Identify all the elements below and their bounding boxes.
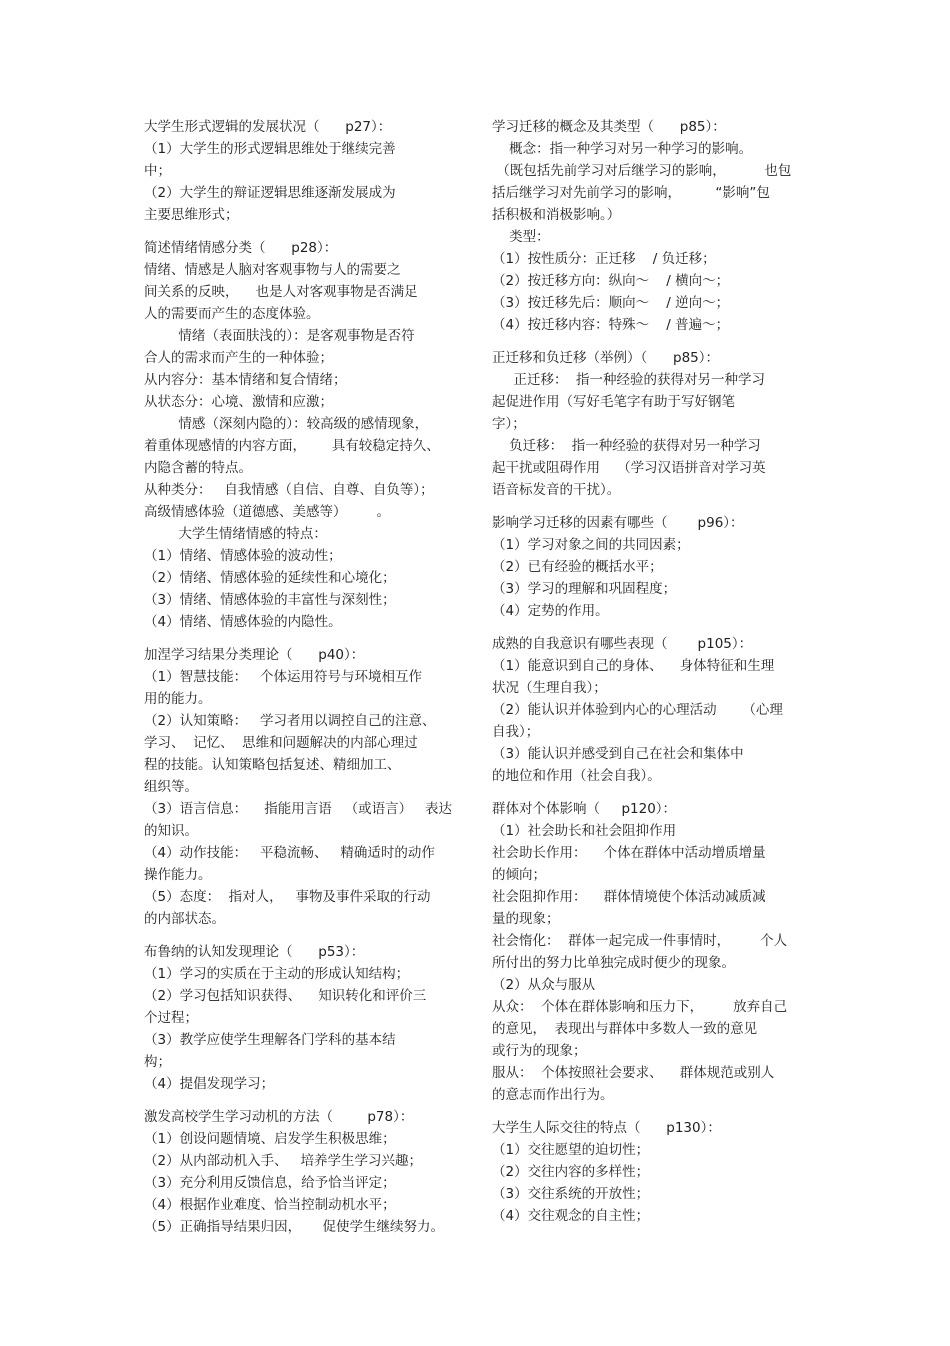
section: [492, 512, 807, 622]
text-line: 的内部状态。: [144, 911, 225, 927]
text-line: （3）能认识并感受到自己在社会和集体中: [492, 746, 744, 762]
section: [492, 347, 807, 501]
text-line: （2）能认识并体验到内心的心理活动 （心理: [492, 702, 783, 718]
text-line: 组织等。: [144, 779, 198, 795]
text-line: （4）按迁移内容：特殊～ / 普遍～；: [492, 317, 730, 333]
text-line: 从众： 个体在群体影响和压力下， 放弃自己: [492, 999, 788, 1015]
text-line: 高级情感体验（道德感、美感等） 。: [144, 504, 391, 520]
text-line: 着重体现感情的内容方面， 具有较稳定持久、: [144, 438, 440, 454]
text-line: 语音标发音的干扰）。: [492, 482, 621, 498]
text-line: 内隐含蓄的特点。: [144, 460, 252, 476]
section-heading: 大学生人际交往的特点（ p130）：: [492, 1120, 721, 1136]
section-heading: 简述情绪情感分类（ p28）：: [144, 240, 338, 256]
section: [492, 633, 807, 787]
text-line: （2）已有经验的概括水平；: [492, 559, 663, 575]
text-line: 个过程；: [144, 1010, 198, 1026]
text-line: （1）交往愿望的迫切性；: [492, 1142, 650, 1158]
text-line: 所付出的努力比单独完成时便少的现象。: [492, 955, 735, 971]
text-line: （1）按性质分：正迁移 / 负迁移；: [492, 251, 716, 267]
text-line: 大学生情绪情感的特点：: [144, 526, 327, 542]
text-line: 中；: [144, 163, 171, 179]
text-line: （2）认知策略： 学习者用以调控自己的注意、: [144, 713, 436, 729]
text-line: 字）；: [492, 416, 526, 432]
text-line: 用的能力。: [144, 691, 212, 707]
text-line: 情感（深刻内隐的）：较高级的感情现象，: [144, 416, 429, 432]
text-line: 人的需要而产生的态度体验。: [144, 306, 320, 322]
text-line: 类型：: [492, 229, 550, 245]
text-line: （4）交往观念的自主性；: [492, 1208, 650, 1224]
section-heading: 布鲁纳的认知发现理论（ p53）：: [144, 944, 365, 960]
text-line: 情绪（表面肤浅的）：是客观事物是否符: [144, 328, 415, 344]
section: [144, 116, 464, 226]
section-heading: 学习迁移的概念及其类型（ p85）：: [492, 119, 726, 135]
text-line: （4）提倡发现学习；: [144, 1076, 275, 1092]
text-line: （2）情绪、情感体验的延续性和心境化；: [144, 570, 396, 586]
text-line: 间关系的反映， 也是人对客观事物是否满足: [144, 284, 418, 300]
text-line: 的意见， 表现出与群体中多数人一致的意见: [492, 1021, 758, 1037]
text-line: （3）语言信息： 指能用言语 （或语言） 表达: [144, 801, 453, 817]
text-line: 情绪、情感是人脑对客观事物与人的需要之: [144, 262, 401, 278]
text-line: 构；: [144, 1054, 171, 1070]
text-line: 社会阻抑作用： 群体情境使个体活动减质减: [492, 889, 766, 905]
text-line: （1）创设问题情境、启发学生积极思维；: [144, 1131, 396, 1147]
text-line: （2）从内部动机入手、 培养学生学习兴趣；: [144, 1153, 422, 1169]
section: [492, 1117, 807, 1227]
text-line: （2）交往内容的多样性；: [492, 1164, 650, 1180]
text-line: （3）交往系统的开放性；: [492, 1186, 650, 1202]
text-line: 的倾向；: [492, 867, 546, 883]
text-line: 括后继学习对先前学习的影响， “影响”包: [492, 185, 770, 201]
text-line: （5）态度： 指对人， 事物及事件采取的行动: [144, 889, 431, 905]
section-heading: 加涅学习结果分类理论（ p40）：: [144, 647, 365, 663]
section-heading: 正迁移和负迁移（举例）（ p85）：: [492, 350, 719, 366]
text-line: 负迁移： 指一种经验的获得对另一种学习: [492, 438, 761, 454]
text-line: （3）教学应使学生理解各门学科的基本结: [144, 1032, 396, 1048]
section-heading: 激发高校学生学习动机的方法（ p78）：: [144, 1109, 414, 1125]
left-column: [144, 116, 464, 1238]
section-heading: 成熟的自我意识有哪些表现（ p105）：: [492, 636, 753, 652]
section: [144, 941, 464, 1095]
text-line: 程的技能。认知策略包括复述、精细加工、: [144, 757, 401, 773]
text-line: 从种类分： 自我情感（自信、自尊、自负等）；: [144, 482, 434, 498]
text-line: 的知识。: [144, 823, 198, 839]
text-line: （3）学习的理解和巩固程度；: [492, 581, 677, 597]
text-line: （5）正确指导结果归因， 促使学生继续努力。: [144, 1219, 445, 1235]
text-line: （1）情绪、情感体验的波动性；: [144, 548, 342, 564]
text-line: 起干扰或阻碍作用 （学习汉语拼音对学习英: [492, 460, 766, 476]
text-line: 量的现象；: [492, 911, 560, 927]
section: [144, 644, 464, 930]
text-line: 正迁移： 指一种经验的获得对另一种学习: [492, 372, 766, 388]
text-line: 合人的需求而产生的一种体验；: [144, 350, 333, 366]
text-line: 服从： 个体按照社会要求、 群体规范或别人: [492, 1065, 775, 1081]
text-line: 自我）；: [492, 724, 540, 740]
text-line: 状况（生理自我）；: [492, 680, 607, 696]
section: [144, 1106, 464, 1238]
text-line: （4）情绪、情感体验的内隐性。: [144, 614, 342, 630]
text-line: 的意志而作出行为。: [492, 1087, 614, 1103]
text-line: （2）按迁移方向：纵向～ / 横向～；: [492, 273, 730, 289]
section: [492, 798, 807, 1106]
text-line: （既包括先前学习对后继学习的影响， 也包: [492, 163, 792, 179]
text-line: 括积极和消极影响。）: [492, 207, 621, 223]
text-line: （4）根据作业难度、恰当控制动机水平；: [144, 1197, 396, 1213]
text-line: 起促进作用（写好毛笔字有助于写好钢笔: [492, 394, 735, 410]
text-line: （1）大学生的形式逻辑思维处于继续完善: [144, 141, 396, 157]
section: [492, 116, 807, 336]
text-line: 的地位和作用（社会自我）。: [492, 768, 661, 784]
text-line: 主要思维形式；: [144, 207, 239, 223]
text-line: 操作能力。: [144, 867, 212, 883]
text-line: （2）大学生的辩证逻辑思维逐渐发展成为: [144, 185, 396, 201]
text-line: （1）能意识到自己的身体、 身体特征和生理: [492, 658, 775, 674]
section-heading: 影响学习迁移的因素有哪些（ p96）：: [492, 515, 744, 531]
right-column: [492, 116, 807, 1227]
text-line: 学习、 记忆、 思维和问题解决的内部心理过: [144, 735, 418, 751]
text-line: （3）按迁移先后：顺向～ / 逆向～；: [492, 295, 730, 311]
text-line: （1）社会助长和社会阻抑作用: [492, 823, 677, 839]
section-heading: 大学生形式逻辑的发展状况（ p27）：: [144, 119, 392, 135]
text-line: 社会惰化： 群体一起完成一件事情时， 个人: [492, 933, 788, 949]
text-line: （4）定势的作用。: [492, 603, 609, 619]
text-line: （4）动作技能： 平稳流畅、 精确适时的动作: [144, 845, 435, 861]
section-heading: 群体对个体影响（ p120）：: [492, 801, 677, 817]
text-line: 概念：指一种学习对另一种学习的影响。: [492, 141, 753, 157]
text-line: （2）学习包括知识获得、 知识转化和评价三: [144, 988, 427, 1004]
text-line: （1）学习的实质在于主动的形成认知结构；: [144, 966, 410, 982]
text-line: 社会助长作用： 个体在群体中活动增质增量: [492, 845, 766, 861]
text-line: 或行为的现象；: [492, 1043, 587, 1059]
text-line: （2）从众与服从: [492, 977, 596, 993]
text-line: 从状态分：心境、激情和应激；: [144, 394, 333, 410]
text-line: 从内容分：基本情绪和复合情绪；: [144, 372, 347, 388]
text-line: （1）智慧技能： 个体运用符号与环境相互作: [144, 669, 422, 685]
section: [144, 237, 464, 633]
text-line: （1）学习对象之间的共同因素；: [492, 537, 690, 553]
text-line: （3）情绪、情感体验的丰富性与深刻性；: [144, 592, 396, 608]
text-line: （3）充分利用反馈信息，给予恰当评定；: [144, 1175, 396, 1191]
